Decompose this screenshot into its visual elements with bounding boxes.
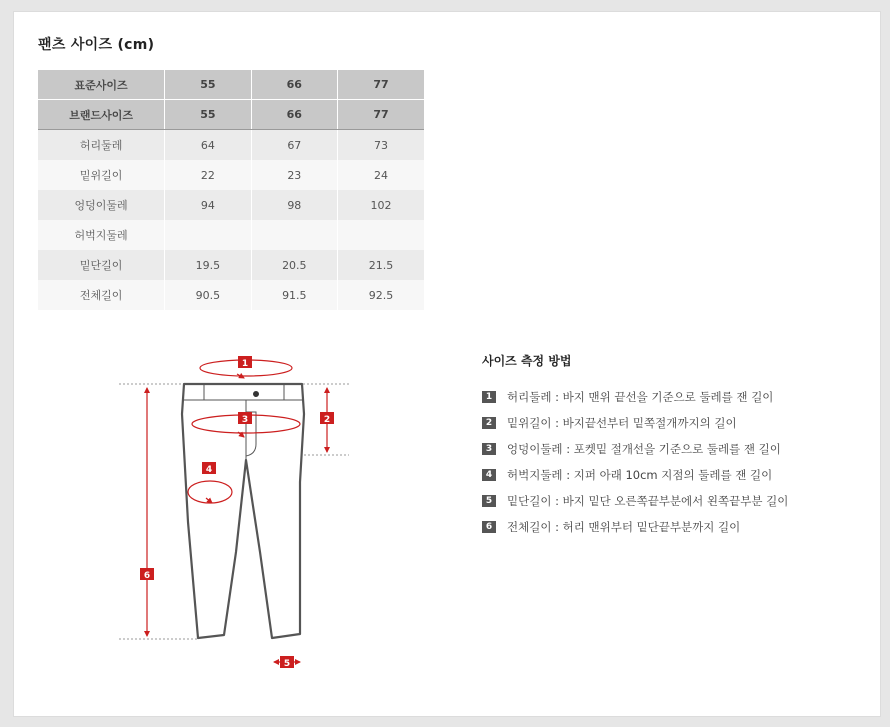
list-item (482, 488, 788, 514)
pants-diagram (114, 352, 374, 672)
table-header-row (38, 70, 424, 100)
row-label: 허리둘레 (38, 130, 165, 161)
row-label: 전체길이 (38, 280, 165, 310)
table-cell: 98 (251, 190, 337, 220)
number-badge: 6 (482, 521, 496, 533)
table-cell: 73 (338, 130, 424, 161)
svg-text:2: 2 (323, 415, 331, 425)
table-cell: 20.5 (251, 250, 337, 280)
table-row (38, 190, 424, 220)
list-item-text: 전체길이 : 허리 맨위부터 밑단끝부분까지 길이 (507, 520, 741, 534)
list-item-text: 허벅지둘레 : 지퍼 아래 10cm 지점의 둘레를 잰 길이 (507, 468, 773, 482)
list-item-text: 엉덩이둘레 : 포켓밑 절개선을 기준으로 둘레를 잰 길이 (507, 442, 781, 456)
header-cell: 55 (165, 100, 251, 130)
list-item (482, 436, 788, 462)
table-cell (165, 220, 251, 250)
table-cell: 19.5 (165, 250, 251, 280)
header-cell: 브랜드사이즈 (38, 100, 165, 130)
table-cell: 64 (165, 130, 251, 161)
marker-4 (202, 462, 216, 475)
svg-text:1: 1 (241, 359, 249, 369)
row-label: 엉덩이둘레 (38, 190, 165, 220)
svg-text:5: 5 (283, 659, 291, 669)
table-cell: 23 (251, 160, 337, 190)
table-row (38, 130, 424, 161)
marker-2 (320, 412, 334, 425)
header-cell: 55 (165, 70, 251, 100)
list-item-text: 밑단길이 : 바지 밑단 오른쪽끝부분에서 왼쪽끝부분 길이 (507, 494, 789, 508)
method-title: 사이즈 측정 방법 (482, 354, 572, 368)
header-cell: 77 (338, 70, 424, 100)
table-cell (251, 220, 337, 250)
method-list (482, 384, 788, 540)
marker-3 (238, 412, 252, 425)
table-row (38, 220, 424, 250)
number-badge: 3 (482, 443, 496, 455)
table-cell (338, 220, 424, 250)
number-badge: 1 (482, 391, 496, 403)
marker-6 (140, 568, 154, 581)
row-label: 밑위길이 (38, 160, 165, 190)
list-item-text: 밑위길이 : 바지끝선부터 밑쪽절개까지의 길이 (507, 416, 737, 430)
row-label: 밑단길이 (38, 250, 165, 280)
content-frame (13, 11, 881, 717)
marker-5 (280, 656, 294, 669)
header-cell: 표준사이즈 (38, 70, 165, 100)
table-header-row (38, 100, 424, 130)
list-item (482, 410, 788, 436)
header-cell: 66 (251, 100, 337, 130)
table-cell: 102 (338, 190, 424, 220)
list-item-text: 허리둘레 : 바지 맨위 끝선을 기준으로 둘레를 잰 길이 (507, 390, 774, 404)
table-cell: 92.5 (338, 280, 424, 310)
number-badge: 5 (482, 495, 496, 507)
page-title: 팬츠 사이즈 (cm) (38, 37, 155, 53)
list-item (482, 514, 788, 540)
svg-text:3: 3 (241, 415, 249, 425)
list-item (482, 462, 788, 488)
table-row (38, 160, 424, 190)
table-cell: 21.5 (338, 250, 424, 280)
table-cell: 90.5 (165, 280, 251, 310)
row-label: 허벅지둘레 (38, 220, 165, 250)
svg-text:4: 4 (205, 465, 213, 475)
list-item (482, 384, 788, 410)
size-table (38, 70, 424, 310)
table-cell: 67 (251, 130, 337, 161)
table-row (38, 280, 424, 310)
marker-1 (238, 356, 252, 369)
waist-button (253, 391, 259, 397)
number-badge: 2 (482, 417, 496, 429)
header-cell: 66 (251, 70, 337, 100)
header-cell: 77 (338, 100, 424, 130)
number-badge: 4 (482, 469, 496, 481)
table-cell: 91.5 (251, 280, 337, 310)
table-row (38, 250, 424, 280)
table-cell: 22 (165, 160, 251, 190)
table-cell: 24 (338, 160, 424, 190)
table-cell: 94 (165, 190, 251, 220)
svg-text:6: 6 (143, 571, 151, 581)
